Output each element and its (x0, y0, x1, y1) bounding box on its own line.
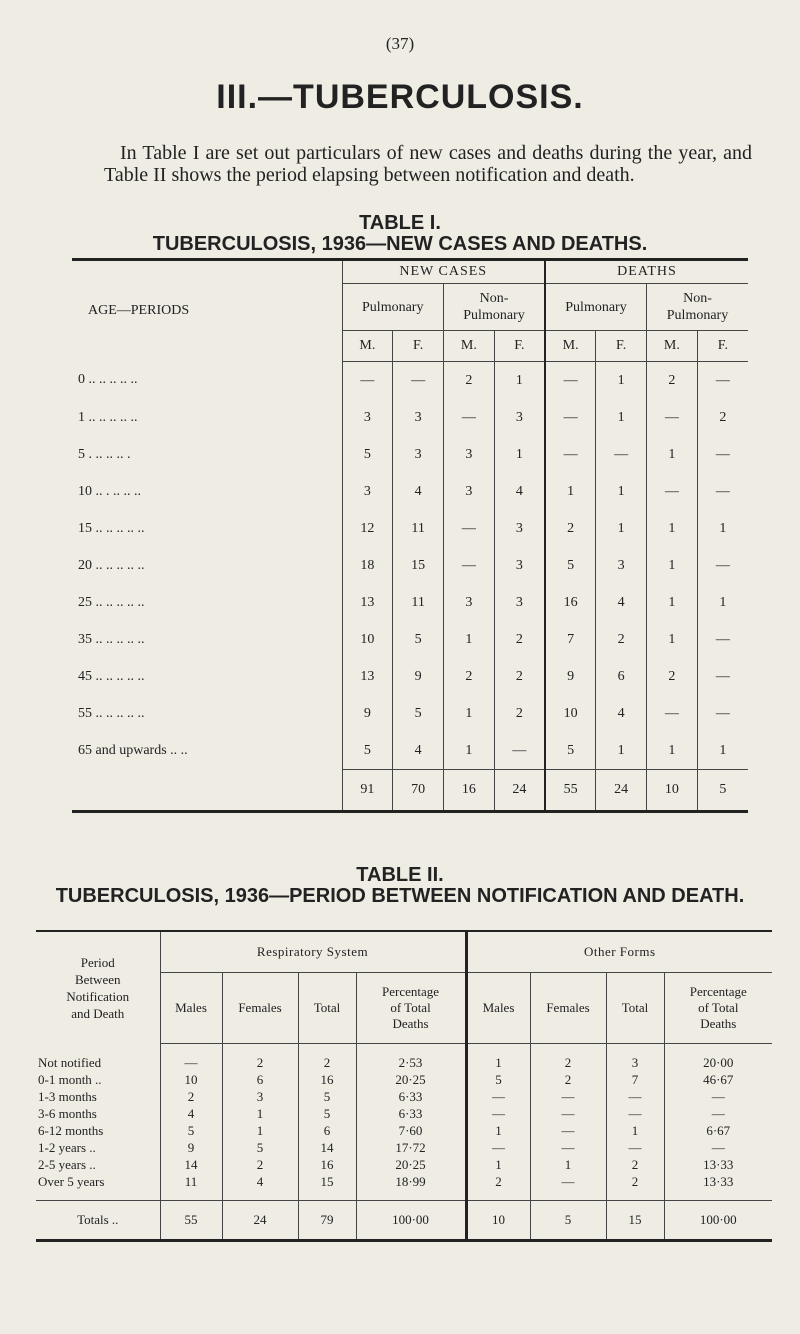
table-cell: — (466, 1088, 530, 1105)
table-cell: 3 (494, 584, 545, 621)
table-cell: — (697, 473, 748, 510)
table-cell: 18·99 (356, 1173, 466, 1190)
table-cell: 4 (494, 473, 545, 510)
table1-new-cases-and-deaths (72, 258, 748, 813)
table-cell: 3 (444, 473, 495, 510)
table-cell: 9 (160, 1139, 222, 1156)
table-cell: 18 (342, 547, 393, 584)
age-period-label: 10 .. . .. .. .. (78, 483, 141, 499)
table-cell: 6·33 (356, 1105, 466, 1122)
table-cell: — (647, 399, 698, 436)
table-cell: 2 (222, 1054, 298, 1071)
table-cell: — (494, 732, 545, 770)
table-cell: 1 (596, 473, 647, 510)
age-period-label: 35 .. .. .. .. .. (78, 631, 145, 647)
table-cell: 6·33 (356, 1088, 466, 1105)
table-row (36, 1071, 772, 1088)
table-cell: 2 (298, 1054, 356, 1071)
m-header: M. (545, 331, 596, 362)
table-cell: 6·67 (664, 1122, 772, 1139)
table-cell: 14 (160, 1156, 222, 1173)
age-period-label: 65 and upwards .. .. (78, 742, 188, 758)
table-cell: — (664, 1105, 772, 1122)
new-non-pulmonary-header: Non- Pulmonary (444, 284, 546, 331)
period-header: Period Between Notification and Death (66, 954, 130, 1021)
f-header: F. (596, 331, 647, 362)
table-cell: 7·60 (356, 1122, 466, 1139)
table-row (72, 399, 748, 436)
intro-paragraph: In Table I are set out particulars of new cases and deaths during the year, and Table II shows the period elapsing between notification and death. (104, 142, 752, 186)
total-cell: 10 (466, 1201, 530, 1241)
table-cell: 1 (697, 510, 748, 547)
total-cell: 91 (342, 770, 393, 812)
period-label: 2-5 years .. (38, 1157, 96, 1172)
table-cell: 1 (596, 362, 647, 400)
total-header: Total (606, 973, 664, 1044)
table-row (72, 362, 748, 400)
period-label: Not notified (38, 1055, 102, 1070)
table-cell: 11 (160, 1173, 222, 1190)
table-cell: 1 (596, 732, 647, 770)
m-header: M. (444, 331, 495, 362)
table-cell: — (647, 473, 698, 510)
f-header: F. (393, 331, 444, 362)
total-cell: 10 (647, 770, 698, 812)
table-cell: 5 (298, 1105, 356, 1122)
table-cell: — (697, 621, 748, 658)
table-cell: 1 (466, 1156, 530, 1173)
table-cell: 2 (444, 362, 495, 400)
table-cell: — (530, 1173, 606, 1190)
table-row (72, 547, 748, 584)
table-cell: 3 (342, 473, 393, 510)
table-cell: 7 (606, 1071, 664, 1088)
table-cell: 5 (393, 621, 444, 658)
table-cell: 1 (596, 510, 647, 547)
totals-row (36, 1201, 772, 1241)
total-cell: 16 (444, 770, 495, 812)
total-header: Total (298, 973, 356, 1044)
total-cell: 70 (393, 770, 444, 812)
table-cell: 1 (647, 621, 698, 658)
table-cell: 5 (342, 436, 393, 473)
table-cell: 3 (494, 399, 545, 436)
table-row (36, 1139, 772, 1156)
table-cell: 16 (545, 584, 596, 621)
table-cell: 1 (596, 399, 647, 436)
table-cell: 14 (298, 1139, 356, 1156)
table-cell: — (444, 399, 495, 436)
table-cell: 4 (596, 584, 647, 621)
table-cell: 1 (444, 621, 495, 658)
table-cell: — (466, 1105, 530, 1122)
age-period-label: 0 .. .. .. .. .. (78, 372, 138, 388)
table-cell: 5 (160, 1122, 222, 1139)
table-cell: 2 (647, 362, 698, 400)
table-cell: 3 (596, 547, 647, 584)
period-label: 3-6 months (38, 1106, 97, 1121)
age-period-label: 15 .. .. .. .. .. (78, 520, 145, 536)
deaths-header: DEATHS (545, 260, 748, 284)
table-cell: 3 (222, 1088, 298, 1105)
table-cell: 2 (160, 1088, 222, 1105)
period-label: 0-1 month .. (38, 1072, 102, 1087)
table-cell: 6 (596, 658, 647, 695)
table-cell: 1 (530, 1156, 606, 1173)
table-cell: — (647, 695, 698, 732)
table-cell: 15 (298, 1173, 356, 1190)
table-row (36, 1088, 772, 1105)
table-cell: 20·00 (664, 1054, 772, 1071)
table-row (72, 695, 748, 732)
table-cell: 2 (596, 621, 647, 658)
table-cell: 2 (647, 658, 698, 695)
table-cell: — (530, 1088, 606, 1105)
table-cell: 12 (342, 510, 393, 547)
table-cell: 20·25 (356, 1071, 466, 1088)
table-cell: 1 (697, 732, 748, 770)
table-cell: — (606, 1105, 664, 1122)
table-row (72, 658, 748, 695)
table-row (36, 1173, 772, 1190)
table-cell: 1 (444, 695, 495, 732)
table-cell: 2 (530, 1054, 606, 1071)
table-cell: 5 (545, 732, 596, 770)
table-cell: 9 (342, 695, 393, 732)
table-row (36, 1156, 772, 1173)
table-row (72, 436, 748, 473)
table-cell: — (444, 547, 495, 584)
table-cell: 20·25 (356, 1156, 466, 1173)
table-cell: 4 (222, 1173, 298, 1190)
total-cell: 55 (545, 770, 596, 812)
table-cell: 5 (222, 1139, 298, 1156)
table-cell: 6 (298, 1122, 356, 1139)
table-cell: 9 (393, 658, 444, 695)
table-cell: 16 (298, 1071, 356, 1088)
total-cell: 15 (606, 1201, 664, 1241)
total-cell: 24 (596, 770, 647, 812)
total-cell: 100·00 (356, 1201, 466, 1241)
age-periods-header: AGE—PERIODS (88, 303, 190, 319)
table-cell: 4 (393, 473, 444, 510)
table-cell: 7 (545, 621, 596, 658)
table-cell: 2 (606, 1156, 664, 1173)
table-cell: 1 (466, 1122, 530, 1139)
table-cell: — (606, 1139, 664, 1156)
table-cell: 3 (494, 510, 545, 547)
table-cell: 3 (342, 399, 393, 436)
table-cell: — (697, 362, 748, 400)
table-cell: 17·72 (356, 1139, 466, 1156)
table-row (36, 1054, 772, 1071)
table-cell: 3 (393, 436, 444, 473)
total-cell: 24 (222, 1201, 298, 1241)
table-cell: — (530, 1139, 606, 1156)
table1-title: TUBERCULOSIS, 1936—NEW CASES AND DEATHS. (152, 233, 648, 255)
table-cell: 1 (647, 547, 698, 584)
table-cell: 3 (444, 436, 495, 473)
table-cell: 1 (647, 584, 698, 621)
table-cell: 2 (222, 1156, 298, 1173)
period-label: Over 5 years (38, 1174, 105, 1189)
table-cell: — (697, 547, 748, 584)
table-cell: 5 (393, 695, 444, 732)
table-cell: — (697, 695, 748, 732)
table-cell: 1 (545, 473, 596, 510)
table2-title: TUBERCULOSIS, 1936—PERIOD BETWEEN NOTIFICATION AND DEATH. (55, 885, 745, 907)
table-cell: — (444, 510, 495, 547)
percentage-header: Percentage of Total Deaths (664, 973, 772, 1044)
table-cell: 4 (160, 1105, 222, 1122)
age-period-label: 45 .. .. .. .. .. (78, 668, 145, 684)
table-cell: 46·67 (664, 1071, 772, 1088)
table-cell: 11 (393, 510, 444, 547)
table-cell: — (545, 436, 596, 473)
table-cell: 16 (298, 1156, 356, 1173)
table-cell: — (664, 1088, 772, 1105)
table-cell: 13 (342, 658, 393, 695)
table-cell: 5 (342, 732, 393, 770)
totals-label-empty (72, 770, 342, 812)
f-header: F. (494, 331, 545, 362)
period-label: 1-3 months (38, 1089, 97, 1104)
death-pulmonary-header: Pulmonary (545, 284, 647, 331)
table1-label: TABLE I. (359, 212, 441, 234)
table-cell: 10 (545, 695, 596, 732)
table-cell: 1 (222, 1122, 298, 1139)
table-cell: 1 (606, 1122, 664, 1139)
table-cell: — (606, 1088, 664, 1105)
period-label: 6-12 months (38, 1123, 104, 1138)
total-cell: 55 (160, 1201, 222, 1241)
table-cell: 2 (494, 658, 545, 695)
respiratory-system-header: Respiratory System (160, 931, 466, 973)
f-header: F. (697, 331, 748, 362)
table-cell: 5 (466, 1071, 530, 1088)
table-cell: 5 (545, 547, 596, 584)
table-cell: 13·33 (664, 1173, 772, 1190)
table-row (72, 473, 748, 510)
total-cell: 24 (494, 770, 545, 812)
table-cell: 1 (444, 732, 495, 770)
age-period-label: 55 .. .. .. .. .. (78, 705, 145, 721)
table-cell: 3 (494, 547, 545, 584)
table-cell: — (664, 1139, 772, 1156)
table-row (36, 1105, 772, 1122)
new-cases-header: NEW CASES (342, 260, 545, 284)
page-number: (37) (385, 34, 415, 53)
table-cell: — (466, 1139, 530, 1156)
table-cell: 1 (466, 1054, 530, 1071)
table-cell: 2·53 (356, 1054, 466, 1071)
death-non-pulmonary-header: Non- Pulmonary (647, 284, 749, 331)
totals-row (72, 770, 748, 812)
table-cell: 15 (393, 547, 444, 584)
table-cell: 2 (466, 1173, 530, 1190)
table-cell: 10 (342, 621, 393, 658)
m-header: M. (342, 331, 393, 362)
males-header: Males (466, 973, 530, 1044)
table-cell: 2 (545, 510, 596, 547)
m-header: M. (647, 331, 698, 362)
section-title: III.—TUBERCULOSIS. (216, 78, 584, 116)
total-cell: 5 (697, 770, 748, 812)
age-period-label: 25 .. .. .. .. .. (78, 594, 145, 610)
table-cell: — (697, 658, 748, 695)
age-period-label: 5 . .. .. .. . (78, 446, 131, 462)
total-cell: 79 (298, 1201, 356, 1241)
table-cell: — (596, 436, 647, 473)
table-cell: 4 (393, 732, 444, 770)
table-row (72, 584, 748, 621)
table-cell: — (393, 362, 444, 400)
table-row (36, 1122, 772, 1139)
table-cell: 10 (160, 1071, 222, 1088)
table-cell: 1 (222, 1105, 298, 1122)
total-cell: 5 (530, 1201, 606, 1241)
table-cell: 1 (647, 510, 698, 547)
table-cell: — (342, 362, 393, 400)
table-cell: — (697, 436, 748, 473)
table-cell: 13·33 (664, 1156, 772, 1173)
table-cell: 2 (697, 399, 748, 436)
table-cell: — (530, 1122, 606, 1139)
table-cell: 3 (606, 1054, 664, 1071)
table-cell: 1 (494, 436, 545, 473)
table-cell: 2 (444, 658, 495, 695)
table-cell: 2 (606, 1173, 664, 1190)
table-cell: 6 (222, 1071, 298, 1088)
females-header: Females (530, 973, 606, 1044)
table-cell: — (160, 1054, 222, 1071)
females-header: Females (222, 973, 298, 1044)
table2-label: TABLE II. (356, 864, 444, 886)
table-cell: — (530, 1105, 606, 1122)
percentage-header: Percentage of Total Deaths (356, 973, 466, 1044)
table-row (72, 510, 748, 547)
table-cell: 11 (393, 584, 444, 621)
table-cell: 1 (494, 362, 545, 400)
table-cell: 2 (494, 621, 545, 658)
table2-period-notification-death (36, 930, 772, 1242)
table-cell: 1 (647, 732, 698, 770)
table-cell: 1 (697, 584, 748, 621)
table-cell: 2 (530, 1071, 606, 1088)
period-label: 1-2 years .. (38, 1140, 96, 1155)
table-cell: 4 (596, 695, 647, 732)
total-cell: 100·00 (664, 1201, 772, 1241)
table-cell: 3 (393, 399, 444, 436)
table-cell: 3 (444, 584, 495, 621)
table-cell: 9 (545, 658, 596, 695)
table-cell: 1 (647, 436, 698, 473)
males-header: Males (160, 973, 222, 1044)
table-row (72, 621, 748, 658)
totals-label: Totals .. (36, 1201, 160, 1241)
new-pulmonary-header: Pulmonary (342, 284, 444, 331)
table-cell: 2 (494, 695, 545, 732)
table-cell: — (545, 399, 596, 436)
table-cell: 13 (342, 584, 393, 621)
table-cell: — (545, 362, 596, 400)
table-row (72, 732, 748, 770)
other-forms-header: Other Forms (466, 931, 772, 973)
age-period-label: 20 .. .. .. .. .. (78, 557, 145, 573)
table-cell: 5 (298, 1088, 356, 1105)
age-period-label: 1 .. .. .. .. .. (78, 409, 138, 425)
